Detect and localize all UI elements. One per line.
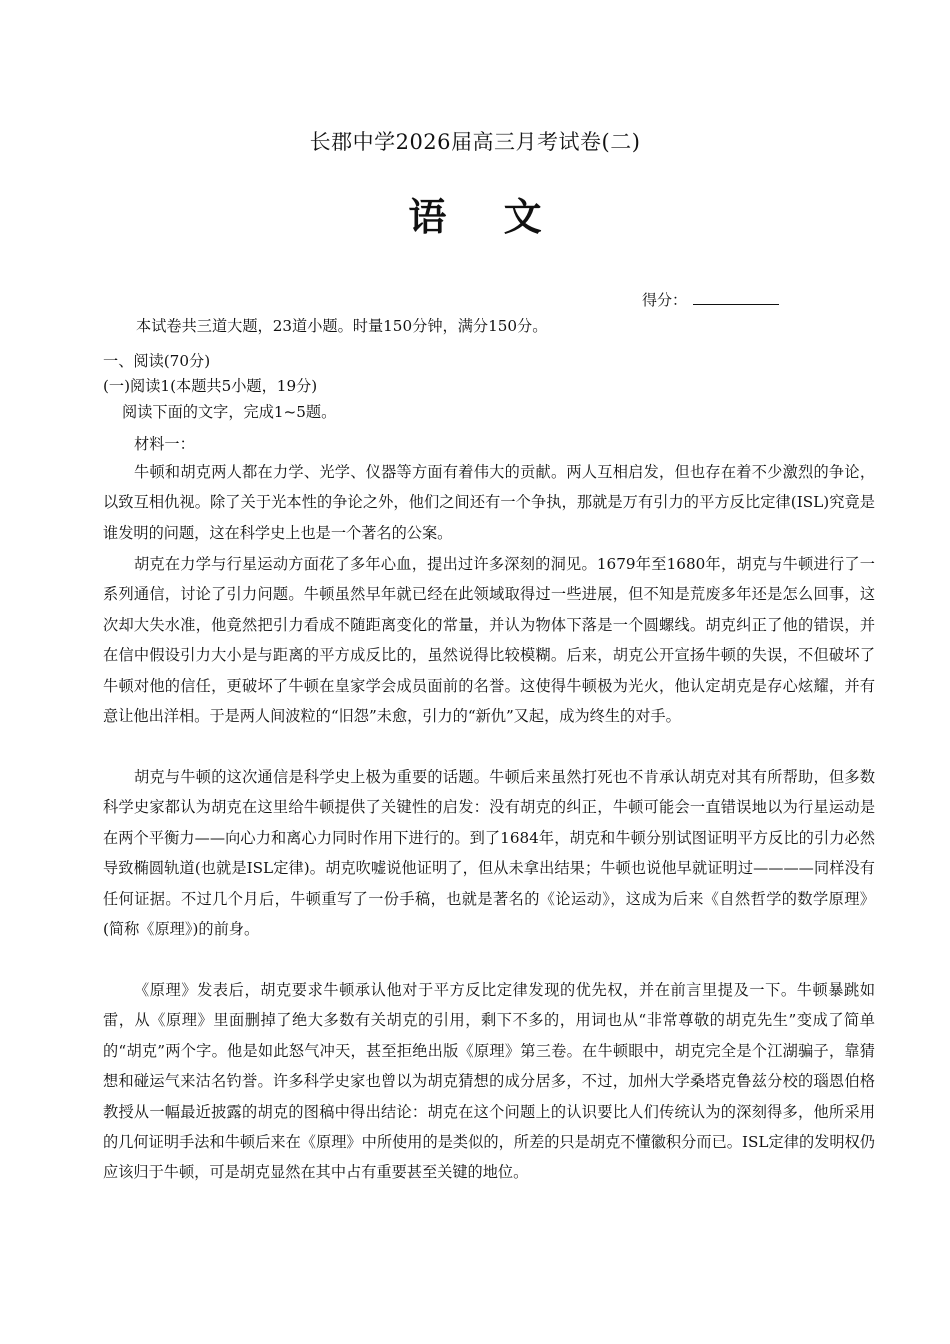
paragraph-3: 胡克与牛顿的这次通信是科学史上极为重要的话题。牛顿后来虽然打死也不肯承认胡克对其有所帮助，但多数科学史家都认为胡克在这里给牛顿提供了关键性的启发：没有胡克的纠正，牛顿可能会一直错误地以为行星运动是在两个平衡力——向心力和离心力同时作用下进行的。到了1684年，胡克和牛顿分别试图证明平方反比的引力必然导致椭圆轨道(也就是ISL定律)。胡克吹嘘说他证明了，但从未拿出结果；牛顿也说他早就证明过————同样没有任何证据。不过几个月后，牛顿重写了一份手稿，也就是著名的《论运动》，这成为后来《自然哲学的数学原理》(简称《原理》)的前身。	[103, 768, 875, 939]
score-label: 得分：	[642, 291, 688, 309]
material-label: 材料一：	[134, 435, 195, 453]
subsection-heading: (一)阅读1(本题共5小题，19分)	[103, 377, 318, 395]
score-blank-line[interactable]	[693, 290, 779, 305]
exam-title: 长郡中学2026届高三月考试卷(二)	[309, 130, 641, 154]
section-heading: 一、阅读(70分)	[103, 352, 211, 370]
reading-instruction: 阅读下面的文字，完成1~5题。	[122, 403, 337, 421]
exam-intro: 本试卷共三道大题，23道小题。时量150分钟，满分150分。	[136, 317, 548, 335]
paragraph-1: 牛顿和胡克两人都在力学、光学、仪器等方面有着伟大的贡献。两人互相启发，但也存在着不少激烈的争论，以致互相仇视。除了关于光本性的争论之外，他们之间还有一个争执，那就是万有引力的平方反比定律(ISL)究竟是谁发明的问题，这在科学史上也是一个著名的公案。	[103, 463, 875, 542]
paragraph-2: 胡克在力学与行星运动方面花了多年心血，提出过许多深刻的洞见。1679年至1680年，胡克与牛顿进行了一系列通信，讨论了引力问题。牛顿虽然早年就已经在此领域取得过一些进展，但不知是荒废多年还是怎么回事，这次却大失水准，他竟然把引力看成不随距离变化的常量，并认为物体下落是一个圆螺线。胡克纠正了他的错误，并在信中假设引力大小是与距离的平方成反比的，虽然说得比较模糊。后来，胡克公开宣扬牛顿的失误，不但破坏了牛顿对他的信任，更破坏了牛顿在皇家学会成员面前的名誉。这使得牛顿极为光火，他认定胡克是存心炫耀，并有意让他出洋相。于是两人间波粒的“旧怨”未愈，引力的“新仇”又起，成为终生的对手。	[103, 555, 875, 726]
paragraph-4: 《原理》发表后，胡克要求牛顿承认他对于平方反比定律发现的优先权，并在前言里提及一下。牛顿暴跳如雷，从《原理》里面删掉了绝大多数有关胡克的引用，剩下不多的，用词也从“非常尊敬的胡克先生”变成了简单的“胡克”两个字。他是如此怒气冲天，甚至拒绝出版《原理》第三卷。在牛顿眼中，胡克完全是个江湖骗子，靠猜想和碰运气来沽名钓誉。许多科学史家也曾以为胡克猜想的成分居多，不过，加州大学桑塔克鲁兹分校的瑙恩伯格教授从一幅最近披露的胡克的图稿中得出结论：胡克在这个问题上的认识要比人们传统认为的深刻得多，他所采用的几何证明手法和牛顿后来在《原理》中所使用的是类似的，所差的只是胡克不懂徽积分而已。ISL定律的发明权仍应该归于牛顿，可是胡克显然在其中占有重要甚至关键的地位。	[103, 981, 875, 1182]
subject-title: 语 文	[408, 194, 564, 239]
score-field	[642, 289, 779, 310]
